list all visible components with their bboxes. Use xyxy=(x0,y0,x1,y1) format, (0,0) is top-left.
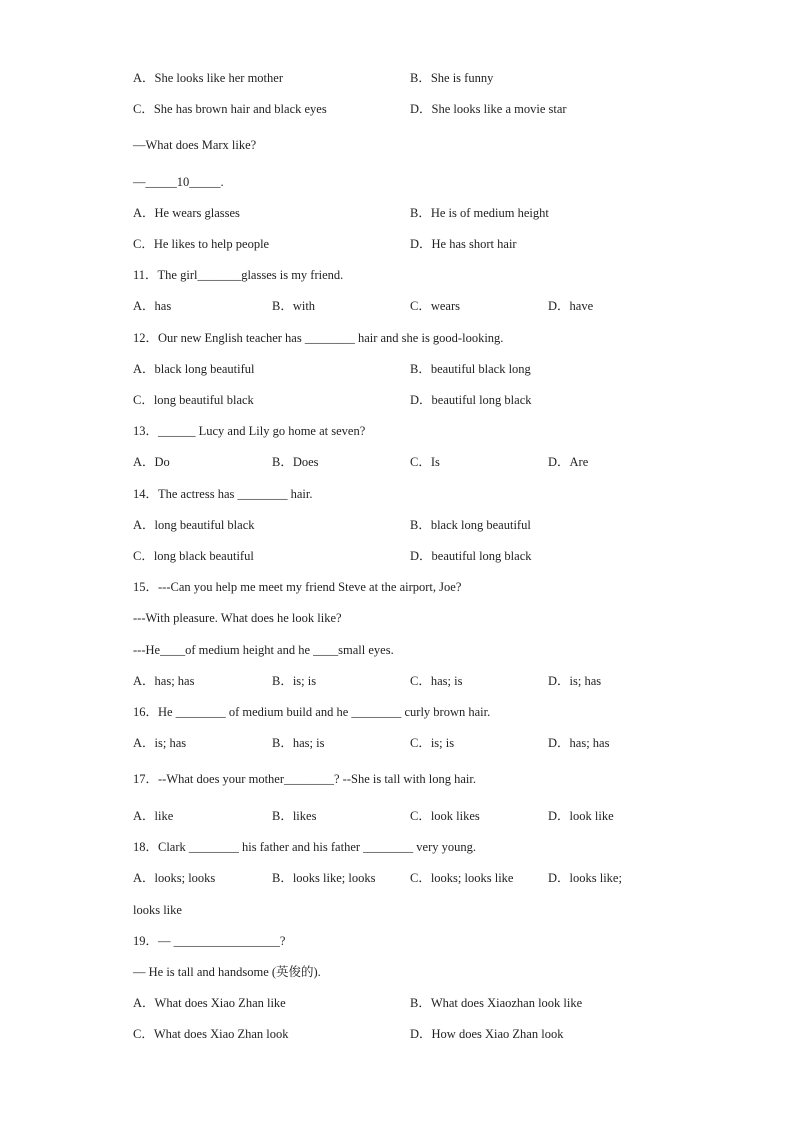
question-line: ---With pleasure. What does he look like? xyxy=(133,611,342,625)
option-text: D．have xyxy=(548,299,594,313)
question-line: — He is tall and handsome (英俊的). xyxy=(133,965,321,979)
option-text: B．is; is xyxy=(272,674,317,688)
option-text: D．is; has xyxy=(548,674,602,688)
option-text: A．is; has xyxy=(133,736,187,750)
option-text: A．Do xyxy=(133,455,170,469)
option-text: C．Is xyxy=(410,455,440,469)
question-line: 17．--What does your mother________? --She is tall with long hair. xyxy=(133,772,476,786)
option-text: A．looks; looks xyxy=(133,871,216,885)
option-text: B．looks like; looks xyxy=(272,871,376,885)
option-text: D．beautiful long black xyxy=(410,393,532,407)
question-line: 14．The actress has ________ hair. xyxy=(133,487,313,501)
option-text: D．Are xyxy=(548,455,589,469)
option-text: A．long beautiful black xyxy=(133,518,255,532)
option-text: B．What does Xiaozhan look like xyxy=(410,996,583,1010)
option-text: A．has xyxy=(133,299,172,313)
option-text: A．has; has xyxy=(133,674,195,688)
option-text: C．has; is xyxy=(410,674,463,688)
option-text: C．long beautiful black xyxy=(133,393,254,407)
option-text: B．black long beautiful xyxy=(410,518,531,532)
option-text: A．like xyxy=(133,809,174,823)
option-text: B．likes xyxy=(272,809,317,823)
question-line: 13．______ Lucy and Lily go home at seven? xyxy=(133,424,366,438)
question-line: looks like xyxy=(133,903,182,917)
option-text: C．wears xyxy=(410,299,460,313)
option-text: A．What does Xiao Zhan like xyxy=(133,996,286,1010)
question-line: —What does Marx like? xyxy=(133,138,257,152)
option-text: B．She is funny xyxy=(410,71,494,85)
question-line: 12．Our new English teacher has ________ hair and she is good-looking. xyxy=(133,331,504,345)
option-text: C．long black beautiful xyxy=(133,549,254,563)
question-line: ---He____of medium height and he ____small eyes. xyxy=(133,643,394,657)
option-text: D．looks like; xyxy=(548,871,622,885)
question-line: 15．---Can you help me meet my friend Steve at the airport, Joe? xyxy=(133,580,462,594)
option-text: D．How does Xiao Zhan look xyxy=(410,1027,564,1041)
option-text: D．beautiful long black xyxy=(410,549,532,563)
option-text: C．look likes xyxy=(410,809,480,823)
option-text: D．She looks like a movie star xyxy=(410,102,567,116)
question-line: 18．Clark ________ his father and his father ________ very young. xyxy=(133,840,476,854)
option-text: C．He likes to help people xyxy=(133,237,270,251)
option-text: A．She looks like her mother xyxy=(133,71,283,85)
option-text: C．looks; looks like xyxy=(410,871,514,885)
option-text: B．has; is xyxy=(272,736,325,750)
option-text: D．He has short hair xyxy=(410,237,517,251)
option-text: C．She has brown hair and black eyes xyxy=(133,102,327,116)
option-text: D．look like xyxy=(548,809,614,823)
option-text: B．beautiful black long xyxy=(410,362,531,376)
option-text: B．He is of medium height xyxy=(410,206,549,220)
question-line: 19．— _________________? xyxy=(133,934,286,948)
option-text: C．is; is xyxy=(410,736,455,750)
question-line: 16．He ________ of medium build and he ________ curly brown hair. xyxy=(133,705,491,719)
question-line: —_____10_____. xyxy=(133,175,224,189)
option-text: D．has; has xyxy=(548,736,610,750)
option-text: A．black long beautiful xyxy=(133,362,255,376)
option-text: A．He wears glasses xyxy=(133,206,240,220)
option-text: B．Does xyxy=(272,455,319,469)
question-line: 11．The girl_______glasses is my friend. xyxy=(133,268,344,282)
option-text: C．What does Xiao Zhan look xyxy=(133,1027,289,1041)
option-text: B．with xyxy=(272,299,316,313)
